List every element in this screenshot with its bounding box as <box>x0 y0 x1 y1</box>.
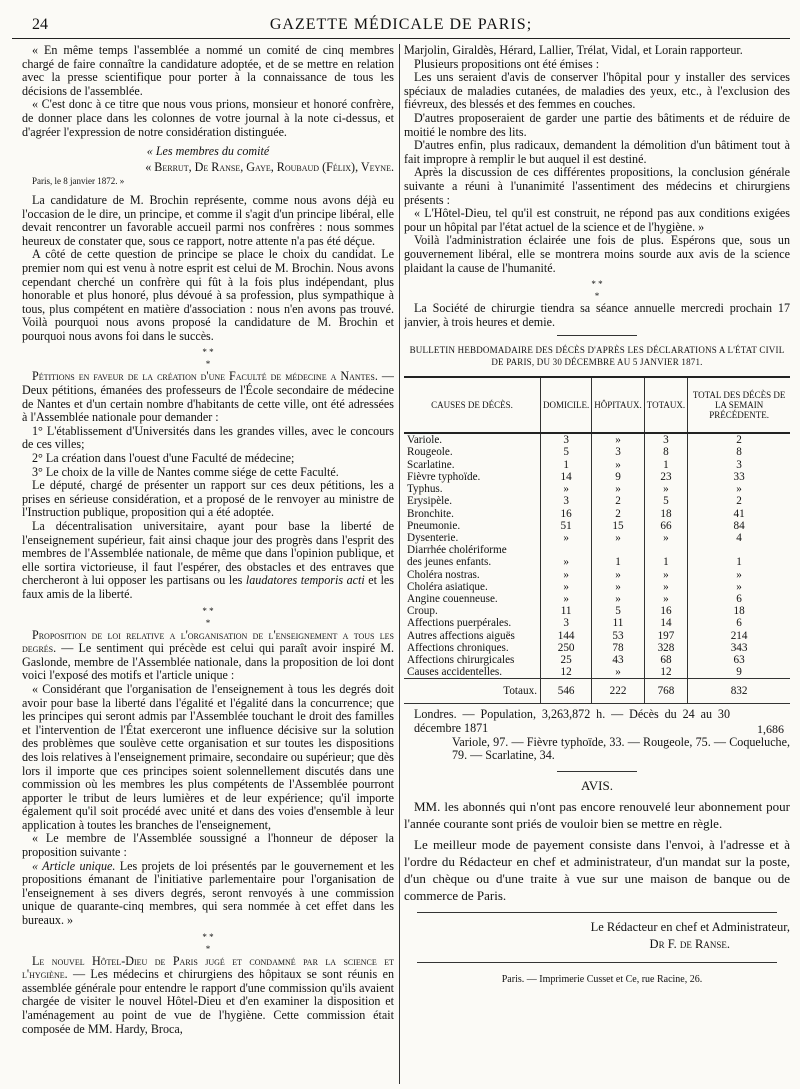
table-cell: » <box>541 569 592 581</box>
table-cell: 5 <box>541 446 592 458</box>
table-cell: » <box>592 532 645 544</box>
table-row <box>404 569 790 581</box>
table-cell: 68 <box>644 654 687 666</box>
table-cell: » <box>688 569 790 581</box>
table-cell: 2 <box>592 495 645 507</box>
section-stars: * * * <box>202 931 214 954</box>
table-cell: 3 <box>688 459 790 471</box>
paragraph: MM. les abonnés qui n'ont pas encore renouvelé leur abonnement pour l'année courante sont priés de vouloir bien se mettre en règle. <box>404 798 790 831</box>
table-cell: 3 <box>541 617 592 629</box>
table-cell: 18 <box>688 605 790 617</box>
table-cell: 23 <box>644 471 687 483</box>
paragraph: Plusieurs propositions ont été émises : <box>414 56 600 71</box>
table-cell: 16 <box>541 508 592 520</box>
table-cell: 63 <box>688 654 790 666</box>
paragraph: Voilà l'administration éclairée une fois de plus. Espérons que, sous un gouvernement libéral, elle se montrera moins sourde aux avis de la science plaidant la cause de l'humanité. <box>404 233 790 275</box>
table-header: TOTAL DES DÉCÈS DE LA SEMAIN PRÉCÉDENTE. <box>688 377 790 433</box>
paragraph: Les uns seraient d'avis de conserver l'hôpital pour y installer des services spéciaux de maladies cutanées, de maladies des yeux, etc., à l'exclusion des fiévreux, des blessés et des femmes en couches. <box>404 70 790 112</box>
table-row <box>404 544 790 556</box>
table-cell: » <box>644 593 687 605</box>
table-cell <box>541 544 592 556</box>
right-column <box>404 44 790 1089</box>
notice-title: AVIS. <box>581 777 613 793</box>
table-cell: 2 <box>688 433 790 446</box>
paragraph: — Le sentiment qui précède est celui qui paraît avoir inspiré M. Gaslonde, membre de l'Assemblée nationale, dans la proposition de loi dont voici l'exposé des motifs et l'article unique : <box>22 641 394 683</box>
table-cell: Affections puerpérales. <box>407 617 512 630</box>
table-cell: » <box>592 459 645 471</box>
section-heading: Proposition de loi relative a l'organisation de l'enseignement a tous les degrés. <box>22 627 394 656</box>
paragraph: « L'Hôtel-Dieu, tel qu'il est construit, ne répond pas aux conditions exigées pour un hôpital par l'état actuel de la science et de l'hygiène. » <box>404 206 790 234</box>
paragraph: « C'est donc à ce titre que nous vous prions, monsieur et honoré confrère, de donner place dans les colonnes de votre journal à la note ci-dessus, et d'agréer l'expression de notre considération distinguée. <box>22 97 394 139</box>
table-cell: 3 <box>644 433 687 446</box>
table-cell: Diarrhée cholériforme <box>407 544 507 557</box>
table-row <box>404 483 790 495</box>
table-cell: 328 <box>644 642 687 654</box>
table-header: DOMICILE. <box>541 377 592 433</box>
table-cell: Totaux. <box>404 679 541 704</box>
paragraph-part: et les faux amis de la liberté. <box>22 573 394 601</box>
paragraph: Les projets de loi présentés par le gouvernement et les propositions émanant de l'initiative parlementaire pour l'organisation de l'enseignement à ses divers degrés, seront renvoyés à une commission unique de quarante-cinq membres, qui sera nommée à cet effet dans les bureaux. » <box>22 858 394 928</box>
table-row <box>404 556 790 568</box>
table-cell: 18 <box>644 508 687 520</box>
table-cell: 33 <box>688 471 790 483</box>
london-total: 1,686 <box>757 722 784 737</box>
table-cell: 11 <box>592 617 645 629</box>
table-cell: 2 <box>592 508 645 520</box>
paragraph: La candidature de M. Brochin représente, comme nous avons déjà eu l'occasion de le dire, un principe, et comme il s'agit d'un principe libéral, elle devait rencontrer un favorable accueil parmi nos confrères : nous sommes heureux de constater que, sous ce rapport, notre attente n'a pas été déçue. <box>22 192 394 248</box>
table-header: HÔPITAUX. <box>592 377 645 433</box>
table-row <box>404 630 790 642</box>
table-row <box>404 654 790 666</box>
table-cell: 14 <box>644 617 687 629</box>
london-stats <box>404 708 790 762</box>
table-cell: » <box>644 532 687 544</box>
table-cell: » <box>592 569 645 581</box>
table-row <box>404 642 790 654</box>
paragraph: A côté de cette question de principe se place le choix du candidat. Le premier nom qui est venu à notre esprit est celui de M. Brochin. Nous avons cependant cherché un confrère qui fût à la fois plus indépendant, plus honorable et plus honoré, plus dévoué à sa profession, plus sympathique à tous, plus compétent en matière d'association : nous n'en avons pas trouvé. Voilà pourquoi nous avons proposé la candidature de M. Brochin et pourquoi nous avons foi dans le succès. <box>22 247 394 343</box>
table-cell: 6 <box>688 593 790 605</box>
table-cell: 1 <box>541 459 592 471</box>
table-cell: 1 <box>592 556 645 568</box>
table-cell: 222 <box>592 679 645 704</box>
table-cell: Bronchite. <box>407 507 454 520</box>
table-cell <box>644 544 687 556</box>
table-cell: 250 <box>541 642 592 654</box>
table-cell: » <box>541 483 592 495</box>
paragraph: — Les médecins et chirurgiens des hôpitaux se sont réunis en assemblée générale pour entendre le rapport d'une commission qu'ils avaient chargée de visiter le nouvel Hôtel-Dieu et d'en examiner la disposition et l'aménagement au point de vue de l'hygiène. Cette commission était composée de MM. Hardy, Broca, <box>22 967 394 1036</box>
committee-line: « Les membres du comité <box>146 144 270 159</box>
paragraph: « En même temps l'assemblée a nommé un comité de cinq membres chargé de faire connaître la candidature adoptée, et de se mettre en relation avec la presse scientifique pour porter à la connaissance de tous les décisions de l'assemblée. <box>22 44 394 98</box>
table-cell: Dysenterie. <box>407 531 459 544</box>
table-cell: 41 <box>688 508 790 520</box>
table-cell: 768 <box>644 679 687 704</box>
table-cell: 12 <box>644 666 687 679</box>
list-item: 3° Le choix de la ville de Nantes comme siége de cette Faculté. <box>32 464 339 479</box>
table-header-row <box>404 377 790 433</box>
table-cell: 1 <box>644 459 687 471</box>
divider <box>557 335 637 336</box>
section-heading: Pétitions en faveur de la création d'une Faculté de médecine a Nantes. <box>32 369 378 384</box>
table-cell: 144 <box>541 630 592 642</box>
paragraph: Le meilleur mode de payement consiste dans l'envoi, à l'adresse et à l'ordre du Rédacteur en chef et administrateur, d'un mandat sur la poste, d'un chèque ou d'une traite à vue sur une maison de banque ou de commerce de Paris. <box>404 836 790 903</box>
paragraph: D'autres enfin, plus radicaux, demandent la démolition d'un bâtiment tout à fait impropre à remplir le but auquel il est destiné. <box>404 138 790 166</box>
section-stars: * * * <box>202 347 214 370</box>
table-cell: » <box>541 581 592 593</box>
table-cell: 8 <box>644 446 687 458</box>
page-number: 24 <box>32 16 48 33</box>
table-cell: Scarlatine. <box>407 458 455 471</box>
paragraph: La Société de chirurgie tiendra sa séance annuelle mercredi prochain 17 janvier, à trois heures et demie. <box>404 301 790 329</box>
signers: « Berrut, De Ranse, Gaye, Roubaud (Félix), Veyne. <box>145 159 394 174</box>
london-line: Londres. — Population, 3,263,872 h. — Décès du 24 au 30 décembre 1871 <box>414 707 730 735</box>
signature-title: Le Rédacteur en chef et Administrateur, <box>590 919 790 934</box>
table-cell: » <box>644 569 687 581</box>
table-cell <box>592 544 645 556</box>
table-total-row <box>404 679 790 704</box>
table-cell: 6 <box>688 617 790 629</box>
table-cell: 66 <box>644 520 687 532</box>
left-column <box>22 44 394 1089</box>
list-item: 2° La création dans l'ouest d'une Faculté de médecine; <box>32 451 295 466</box>
divider <box>417 912 777 913</box>
table-cell: Autres affections aiguës <box>407 629 515 642</box>
table-cell: 9 <box>688 666 790 679</box>
table-cell: 12 <box>541 666 592 679</box>
table-cell: » <box>592 433 645 446</box>
paragraph: Marjolin, Giraldès, Hérard, Lallier, Trélat, Vidal, et Lorain rapporteur. <box>404 44 743 57</box>
table-cell: 832 <box>688 679 790 704</box>
table-cell: » <box>541 532 592 544</box>
table-cell: » <box>644 581 687 593</box>
list-item: 1° L'établissement d'Universités dans les grandes villes, avec le concours de ces villes; <box>22 423 394 452</box>
table-cell: 84 <box>688 520 790 532</box>
table-cell: 343 <box>688 642 790 654</box>
section-stars: * * * <box>202 605 214 628</box>
table-cell: Fièvre typhoïde. <box>407 470 481 483</box>
table-cell: » <box>592 483 645 495</box>
table-cell: 15 <box>592 520 645 532</box>
table-cell: 8 <box>688 446 790 458</box>
section-heading: Le nouvel Hôtel-Dieu de Paris jugé et condamné par la science et l'hygiène. <box>22 953 394 982</box>
table-row <box>404 508 790 520</box>
table-cell: » <box>541 556 592 568</box>
table-cell: 11 <box>541 605 592 617</box>
paragraph: « Le membre de l'Assemblée soussigné a l'honneur de déposer la proposition suivante : <box>22 831 394 860</box>
table-cell: Choléra nostras. <box>407 568 480 581</box>
table-cell: 16 <box>644 605 687 617</box>
table-cell: 53 <box>592 630 645 642</box>
columns <box>22 44 790 1089</box>
table-cell: 5 <box>592 605 645 617</box>
table-row <box>404 617 790 629</box>
table-cell: 1 <box>644 556 687 568</box>
table-cell: Affections chirurgicales <box>407 653 515 666</box>
table-row <box>404 495 790 507</box>
paragraph: Après la discussion de ces différentes propositions, la conclusion générale suivante a réuni à l'unanimité l'assentiment des médecins et chirurgiens présents : <box>404 165 790 207</box>
paragraph: — Deux pétitions, émanées des professeurs de l'École secondaire de médecine de Nantes et d'un certain nombre d'habitants de cette ville, ont été adressées à l'Assemblée nationale pour demander : <box>22 369 394 425</box>
table-row <box>404 532 790 544</box>
table-cell: Variole. <box>407 434 443 447</box>
paragraph: D'autres proposeraient de garder une partie des bâtiments et de réduire de moitié le nombre des lits. <box>404 110 790 139</box>
table-cell: Croup. <box>407 605 438 618</box>
latin-phrase: laudatores temporis acti <box>245 573 365 588</box>
letter-date: Paris, le 8 janvier 1872. » <box>32 176 125 187</box>
table-header: TOTAUX. <box>644 377 687 433</box>
table-cell: 4 <box>688 532 790 544</box>
table-cell: Pneumonie. <box>407 519 461 532</box>
table-cell: 2 <box>688 495 790 507</box>
table-cell: Typhus. <box>407 483 443 496</box>
paragraph-part: La décentralisation universitaire, ayant pour base la liberté de l'enseignement supérieur, fait ainsi chaque jour des progrès dans l'esprit des membres de l'Assemblée nationale, de même que dans l'opinion publique, et elle sortira victorieuse, il faut l'espérer, des obstacles et des entraves que chercheront à lui opposer les partisans ou les <box>22 519 394 588</box>
london-causes: Variole, 97. — Fièvre typhoïde, 33. — Rougeole, 75. — Coqueluche, 79. — Scarlatine, 34. <box>452 734 790 763</box>
table-row <box>404 605 790 617</box>
section-stars: * * * <box>591 279 603 302</box>
table-cell: Causes accidentelles. <box>407 666 503 679</box>
table-cell: 51 <box>541 520 592 532</box>
table-cell: Erysipèle. <box>407 495 453 508</box>
divider <box>557 771 637 772</box>
table-body <box>404 433 790 679</box>
table-cell: 78 <box>592 642 645 654</box>
table-cell: 546 <box>541 679 592 704</box>
table-row <box>404 593 790 605</box>
table-row <box>404 471 790 483</box>
table-row <box>404 459 790 471</box>
divider <box>417 962 777 963</box>
table-row <box>404 520 790 532</box>
table-cell: Choléra asiatique. <box>407 580 488 593</box>
article-label: « Article unique. <box>32 858 116 873</box>
journal-title: GAZETTE MÉDICALE DE PARIS; <box>269 16 533 33</box>
table-cell: 25 <box>541 654 592 666</box>
table-cell: des jeunes enfants. <box>407 556 492 569</box>
column-rule <box>399 44 400 1084</box>
bulletin-title: BULLETIN HEBDOMADAIRE DES DÉCÈS D'APRÈS LES DÉCLARATIONS A L'ÉTAT CIVIL DE PARIS, DU 30 DÉCEMBRE AU 5 JANVIER 1871. <box>409 345 785 368</box>
table-cell: 3 <box>592 446 645 458</box>
table-cell: 9 <box>592 471 645 483</box>
table-row <box>404 581 790 593</box>
table-cell: 43 <box>592 654 645 666</box>
table-row <box>404 446 790 458</box>
table-cell <box>688 544 790 556</box>
table-cell: 14 <box>541 471 592 483</box>
table-cell: 5 <box>644 495 687 507</box>
table-cell: » <box>592 666 645 679</box>
table-row <box>404 433 790 446</box>
table-cell: » <box>592 581 645 593</box>
table-cell: 1 <box>688 556 790 568</box>
table-cell: 3 <box>541 433 592 446</box>
table-cell: 197 <box>644 630 687 642</box>
table-cell: » <box>592 593 645 605</box>
deaths-table <box>404 376 790 704</box>
signature-name: Dr F. de Ranse. <box>649 937 730 952</box>
table-cell: » <box>688 581 790 593</box>
table-row <box>404 666 790 679</box>
table-cell: Angine couenneuse. <box>407 592 498 605</box>
table-cell: Affections chroniques. <box>407 641 509 654</box>
table-header: CAUSES DE DÉCÈS. <box>404 377 541 433</box>
paragraph: « Considérant que l'organisation de l'enseignement à tous les degrés doit avoir pour base la liberté dans l'égalité et l'égalité dans la concurrence; que les principes qui seront admis par l'Assemblée touchant le droit des familles et l'intervention de l'État exerceront une influence décisive sur la solution des problèmes que soulève cette organisation et sur toutes les dispositions des lois relatives à l'enseignement primaire, secondaire ou supérieur; que dès lors il importe que ces principes soient solennellement discutés dans une commission où les membres les plus compétents de l'Assemblée pourront apporter le tribut de leurs lumières et de leur expérience; qu'il importe également qu'il soit procédé avec unité et dans des voies d'ensemble à leur application à toutes les branches de l'enseignement, <box>22 681 394 832</box>
table-cell: 3 <box>541 495 592 507</box>
table-cell: 214 <box>688 630 790 642</box>
table-cell: » <box>644 483 687 495</box>
paragraph: Le député, chargé de présenter un rapport sur ces deux pétitions, les a prises en sérieuse considération, et a proposé de le renvoyer au ministre de l'Instruction publique, proposition qui a été adoptée. <box>22 478 394 520</box>
imprint: Paris. — Imprimerie Cusset et Ce, rue Racine, 26. <box>501 973 703 985</box>
table-cell: Rougeole. <box>407 446 453 459</box>
table-cell: » <box>688 483 790 495</box>
table-cell: » <box>541 593 592 605</box>
running-header <box>12 14 790 39</box>
